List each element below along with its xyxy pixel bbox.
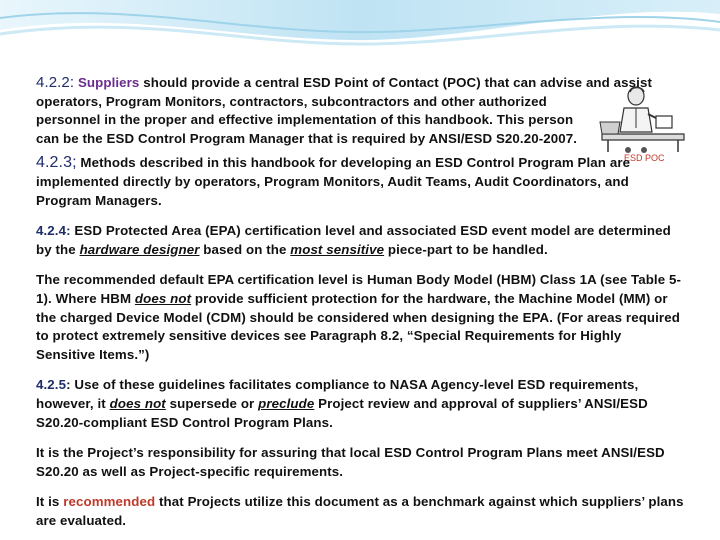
paragraph-4-2-4: 4.2.4: ESD Protected Area (EPA) certification level and associated ESD event model are determined by the hardware designer based on the most sensitive piece-part to be handled. (36, 223, 671, 257)
section-number: 4.2.3; (36, 154, 77, 172)
section-number: 4.2.4: (36, 223, 71, 239)
paragraph-4-2-2: 4.2.2: Suppliers should provide a central ESD Point of Contact (POC) that can advise and assist operators, Program Monitors, contractors, subcontractors and other authorized personnel in the proper and effective implementation of this handbook. This person can be the ESD Control Program Manager that is required by ANSI/ESD S20.20-2007. (36, 74, 652, 146)
paragraph-4-2-5: 4.2.5: Use of these guidelines facilitates compliance to NASA Agency-level ESD requirements, however, it does not supersede or preclude Project review and approval of suppliers’ ANSI/ESD S20.20-compliant ESD Control Program Plans. (36, 377, 648, 430)
highlighted-term: recommended (63, 494, 156, 510)
figure-caption: ESD POC (624, 153, 665, 163)
highlighted-term: Suppliers (77, 75, 140, 90)
section-number: 4.2.5 (36, 377, 67, 393)
paragraph-project-responsibility: It is the Project’s responsibility for assuring that local ESD Control Program Plans meet ANSI/ESD S20.20 as well as Project-specific requirements. (36, 445, 665, 479)
paragraph-default-epa: The recommended default EPA certification level is Human Body Model (HBM) Class 1A (see Table 5-1). Where HBM does not provide sufficient protection for the hardware, the Machine Model (MM) or the charged Device Model (CDM) should be considered when designing the EPA. (For areas required to protect extremely sensitive devices see Paragraph 8.2, “Special Requirements for Highly Sensitive Items.”) (36, 272, 682, 362)
paragraph-4-2-3: 4.2.3; Methods described in this handbook for developing an ESD Control Program Plan are implemented directly by operators, Program Monitors, Audit Teams, Audit Coordinators, and Program Managers. (36, 154, 631, 208)
decorative-banner (0, 0, 720, 70)
paragraph-recommendation: It is recommended that Projects utilize this document as a benchmark against which suppliers’ plans are evaluated. (36, 494, 684, 528)
section-number: 4.2.2: (36, 74, 75, 91)
document-body (36, 74, 684, 530)
